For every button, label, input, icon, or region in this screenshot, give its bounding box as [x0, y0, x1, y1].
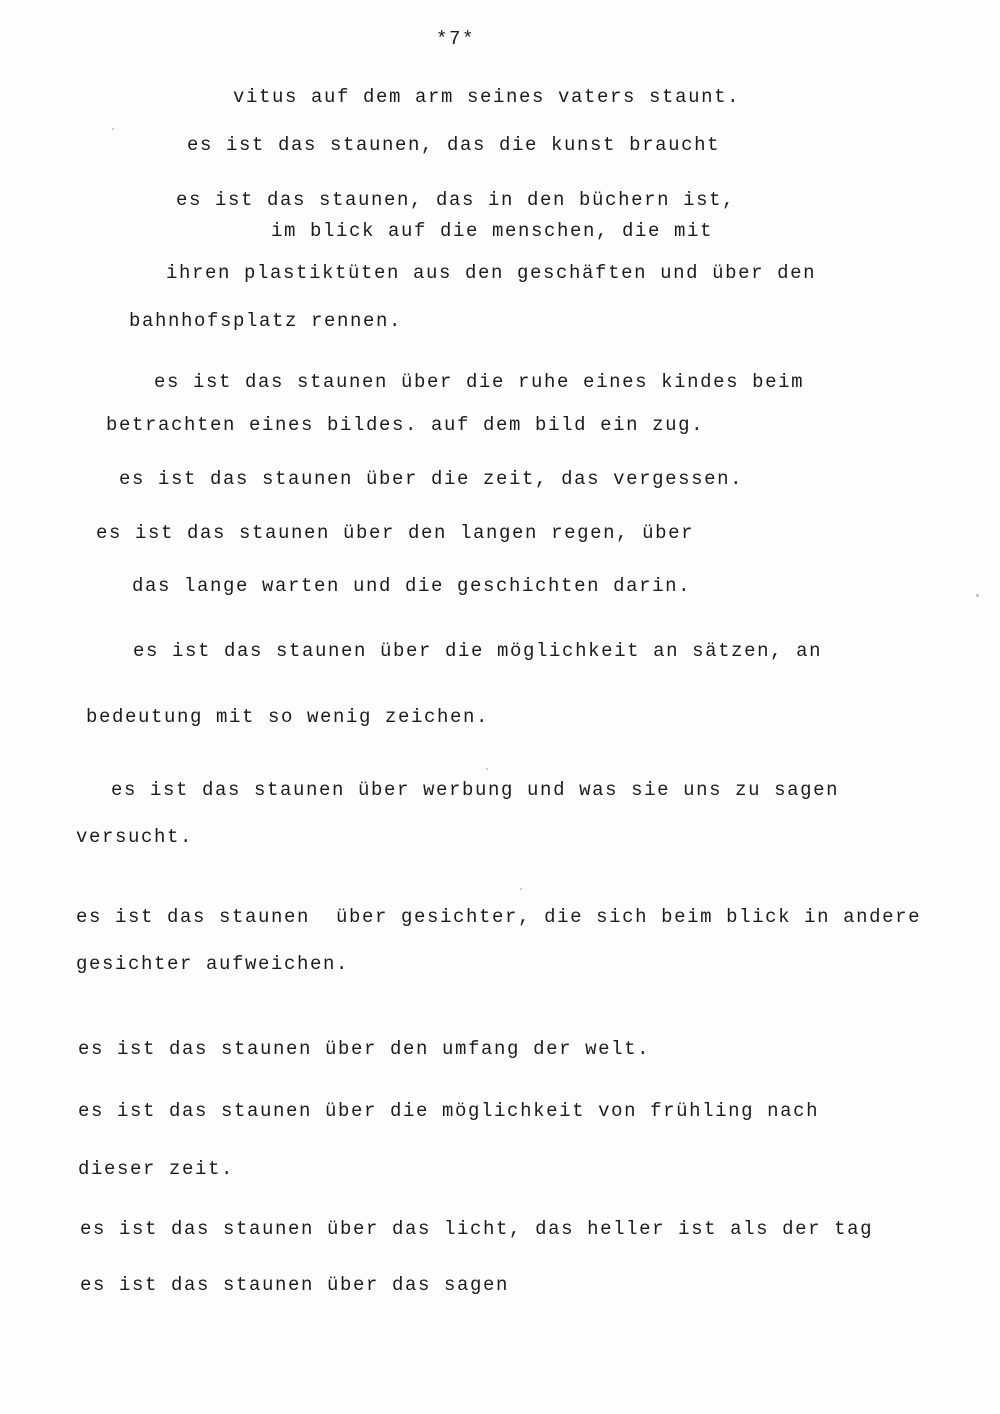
text-line: es ist das staunen, das die kunst braucht	[187, 134, 721, 156]
text-line: es ist das staunen, das in den büchern ist,	[176, 189, 736, 211]
text-line: es ist das staunen über die zeit, das vergessen.	[119, 468, 744, 490]
text-line: bedeutung mit so wenig zeichen.	[86, 706, 490, 728]
paper-speck	[520, 888, 522, 890]
text-line: im blick auf die menschen, die mit	[271, 220, 714, 242]
text-line: es ist das staunen über gesichter, die sich beim blick in andere	[76, 906, 922, 928]
text-line: es ist das staunen über den langen regen, über	[96, 522, 695, 544]
text-line: gesichter aufweichen.	[76, 953, 350, 975]
text-line: vitus auf dem arm seines vaters staunt.	[233, 86, 741, 108]
text-line: es ist das staunen über den umfang der welt.	[78, 1038, 651, 1060]
text-line: es ist das staunen über das licht, das heller ist als der tag	[80, 1218, 874, 1240]
text-line: betrachten eines bildes. auf dem bild ein zug.	[106, 414, 705, 436]
text-line: es ist das staunen über die möglichkeit an sätzen, an	[133, 640, 823, 662]
text-line: es ist das staunen über werbung und was sie uns zu sagen	[111, 779, 840, 801]
paper-speck	[976, 594, 979, 597]
text-line: es ist das staunen über die möglichkeit von frühling nach	[78, 1100, 820, 1122]
text-line: das lange warten und die geschichten darin.	[132, 575, 692, 597]
paper-speck	[486, 768, 488, 770]
text-line: es ist das staunen über die ruhe eines kindes beim	[154, 371, 805, 393]
text-line: bahnhofsplatz rennen.	[129, 310, 403, 332]
text-line: ihren plastiktüten aus den geschäften und über den	[166, 262, 817, 284]
paper-speck	[112, 128, 114, 130]
text-line: versucht.	[76, 826, 194, 848]
text-line: dieser zeit.	[78, 1158, 235, 1180]
page-number: *7*	[436, 28, 476, 50]
text-line: es ist das staunen über das sagen	[80, 1274, 510, 1296]
